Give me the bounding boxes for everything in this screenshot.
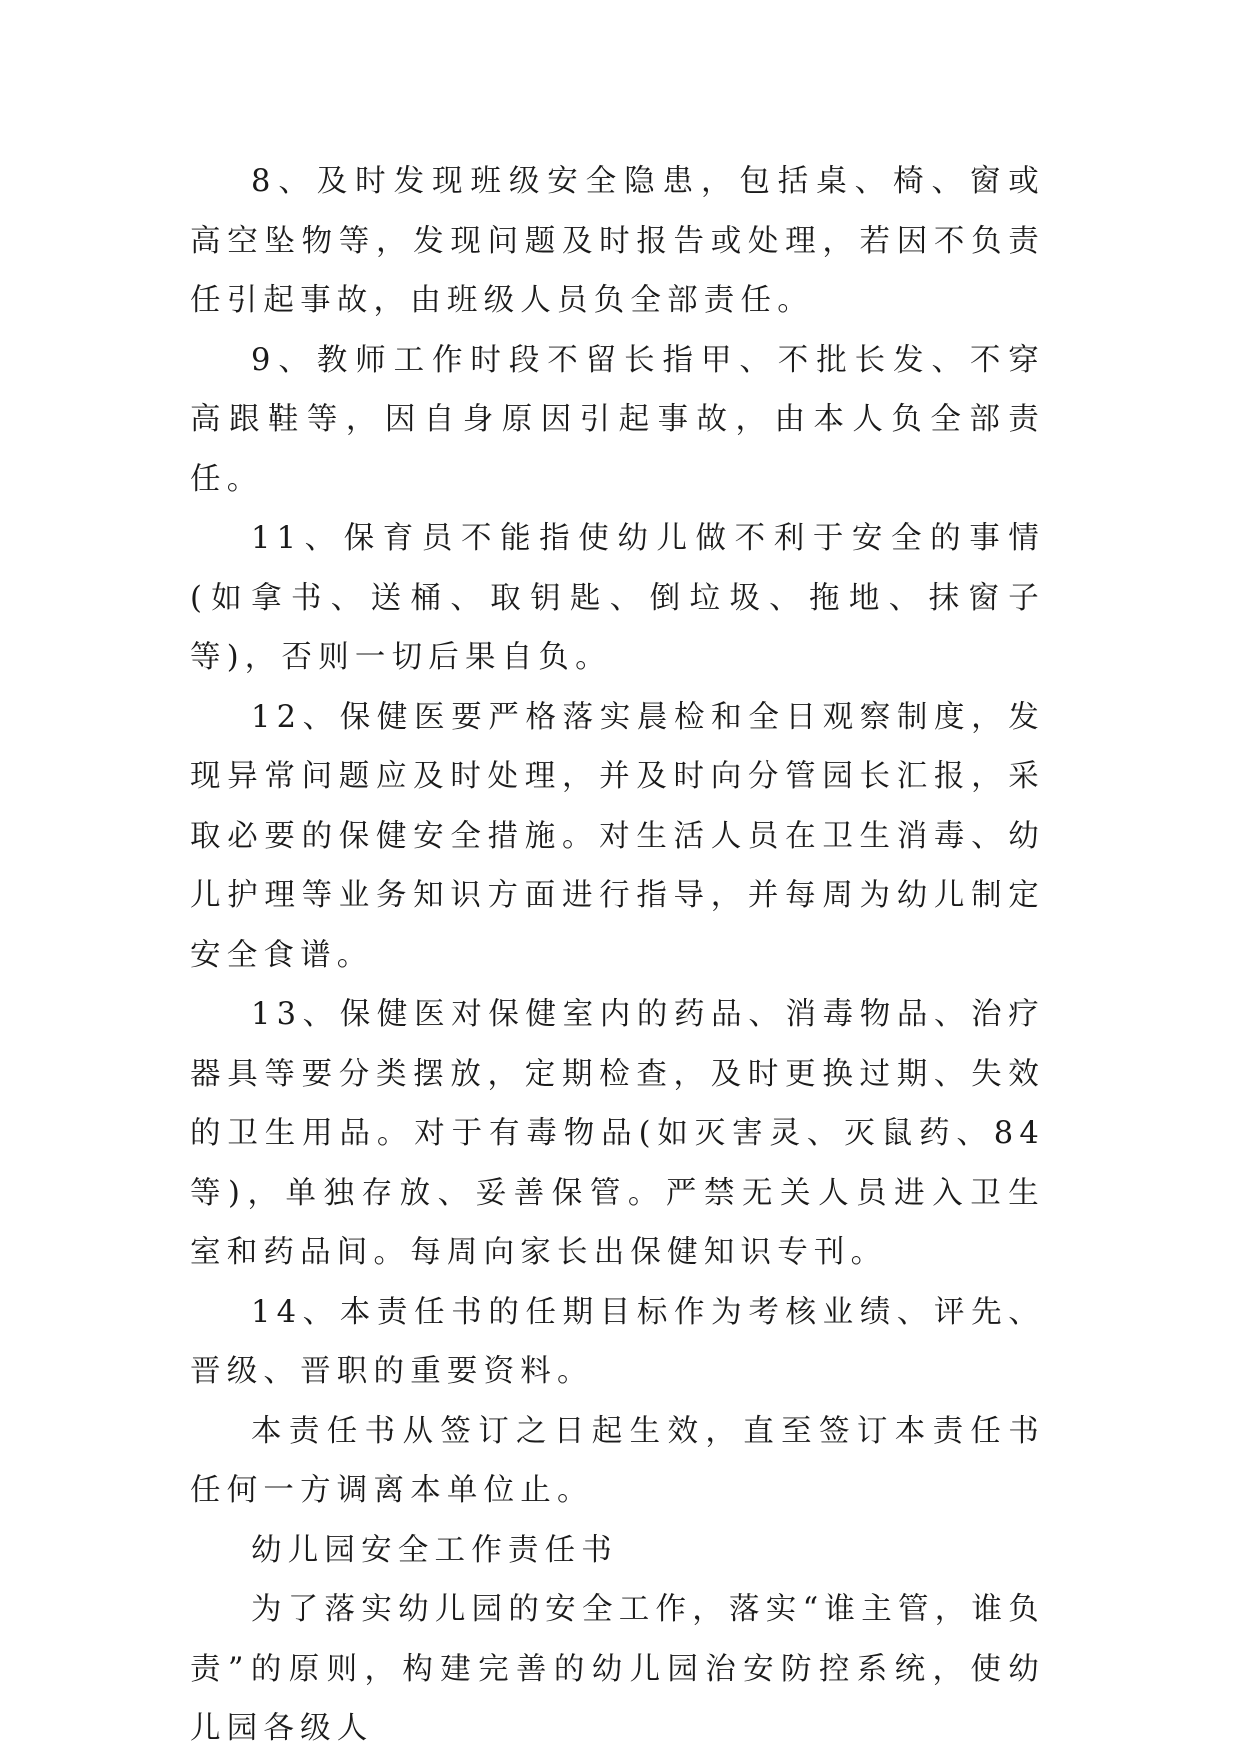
paragraph-item-8: 8、及时发现班级安全隐患，包括桌、椅、窗或高空坠物等，发现问题及时报告或处理，若因不负责任引起事故，由班级人员负全部责任。 [190,164,1045,318]
paragraph-effective-clause: 本责任书从签订之日起生效，直至签订本责任书任何一方调离本单位止。 [190,1413,1045,1508]
paragraph-intro: 为了落实幼儿园的安全工作，落实“谁主管，谁负责”的原则，构建完善的幼儿园治安防控系统，使幼儿园各级人 [190,1592,1045,1746]
document-body [190,152,1045,1759]
section-title: 幼儿园安全工作责任书 [251,1532,618,1568]
paragraph-item-13: 13、保健医对保健室内的药品、消毒物品、治疗器具等要分类摆放，定期检查，及时更换过期、失效的卫生用品。对于有毒物品(如灭害灵、灭鼠药、84等)，单独存放、妥善保管。严禁无关人员进入卫生室和药品间。每周向家长出保健知识专刊。 [190,997,1045,1270]
paragraph-item-14: 14、本责任书的任期目标作为考核业绩、评先、晋级、晋职的重要资料。 [190,1294,1045,1389]
paragraph-item-11: 11、保育员不能指使幼儿做不利于安全的事情(如拿书、送桶、取钥匙、倒垃圾、拖地、抹窗子等)，否则一切后果自负。 [190,521,1045,675]
paragraph-item-9: 9、教师工作时段不留长指甲、不批长发、不穿高跟鞋等，因自身原因引起事故，由本人负全部责任。 [190,342,1045,497]
paragraph-item-12: 12、保健医要严格落实晨检和全日观察制度，发现异常问题应及时处理，并及时向分管园长汇报，采取必要的保健安全措施。对生活人员在卫生消毒、幼儿护理等业务知识方面进行指导，并每周为幼儿制定安全食谱。 [190,699,1045,973]
